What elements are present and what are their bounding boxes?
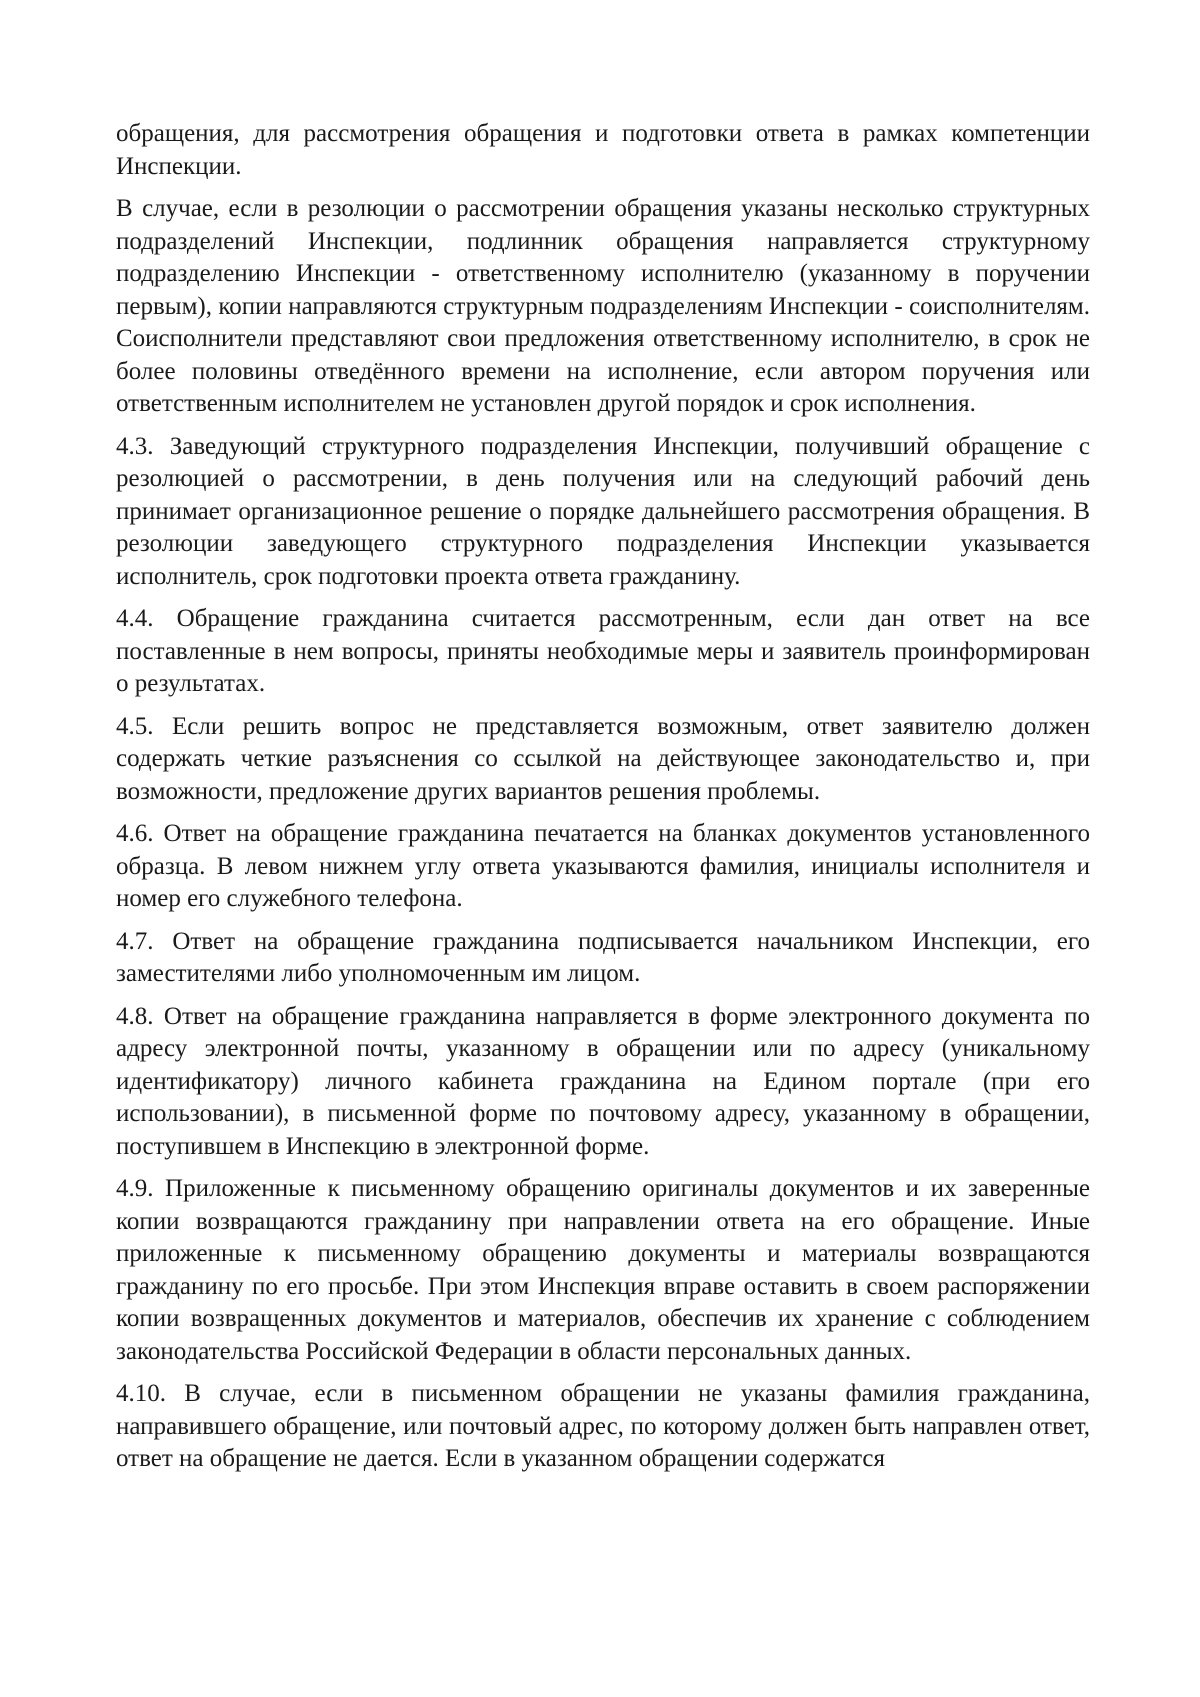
paragraph-4-10: 4.10. В случае, если в письменном обращении не указаны фамилия гражданина, направившего обращение, или почтовый адрес, по которому должен быть направлен ответ, ответ на обращение не дается. Если в указанном обращении содержатся [116, 1380, 1090, 1472]
paragraph-4-8: 4.8. Ответ на обращение гражданина направляется в форме электронного документа по адресу электронной почты, указанному в обращении или по адресу (уникальному идентификатору) личного кабинета гражданина на Едином портале (при его использовании), в письменной форме по почтовому адресу, указанному в обращении, поступившем в Инспекцию в электронной форме. [116, 1002, 1090, 1160]
paragraph-4-6: 4.6. Ответ на обращение гражданина печатается на бланках документов установленного образца. В левом нижнем углу ответа указываются фамилия, инициалы исполнителя и номер его служебного телефона. [116, 820, 1090, 912]
paragraph-4-5: 4.5. Если решить вопрос не представляется возможным, ответ заявителю должен содержать четкие разъяснения со ссылкой на действующее законодательство и, при возможности, предложение других вариантов решения проблемы. [116, 712, 1090, 805]
paragraph-4-9: 4.9. Приложенные к письменному обращению оригиналы документов и их заверенные копии возвращаются гражданину при направлении ответа на его обращение. Иные приложенные к письменному обращению документы и материалы возвращаются гражданину по его просьбе. При этом Инспекция вправе оставить в своем распоряжении копии возвращенных документов и материалов, обеспечив их хранение с соблюдением законодательства Российской Федерации в области персональных данных. [116, 1175, 1090, 1365]
paragraph-coexecutors: В случае, если в резолюции о рассмотрении обращения указаны несколько структурных подразделений Инспекции, подлинник обращения направляется структурному подразделению Инспекции - ответственному исполнителю (указанному в поручении первым), копии направляются структурным подразделениям Инспекции - соисполнителям. Соисполнители представляют свои предложения ответственному исполнителю, в срок не более половины отведённого времени на исполнение, если автором поручения или ответственным исполнителем не установлен другой порядок и срок исполнения. [116, 195, 1090, 417]
paragraph-4-4: 4.4. Обращение гражданина считается рассмотренным, если дан ответ на все поставленные в нем вопросы, приняты необходимые меры и заявитель проинформирован о результатах. [116, 605, 1090, 697]
paragraph-continuation: обращения, для рассмотрения обращения и подготовки ответа в рамках компетенции Инспекции. [116, 120, 1090, 180]
paragraph-4-7: 4.7. Ответ на обращение гражданина подписывается начальником Инспекции, его заместителями либо уполномоченным им лицом. [116, 927, 1090, 987]
document-body [116, 118, 1090, 1476]
paragraph-4-3: 4.3. Заведующий структурного подразделения Инспекции, получивший обращение с резолюцией о рассмотрении, в день получения или на следующий рабочий день принимает организационное решение о порядке дальнейшего рассмотрения обращения. В резолюции заведующего структурного подразделения Инспекции указывается исполнитель, срок подготовки проекта ответа гражданину. [116, 432, 1090, 590]
